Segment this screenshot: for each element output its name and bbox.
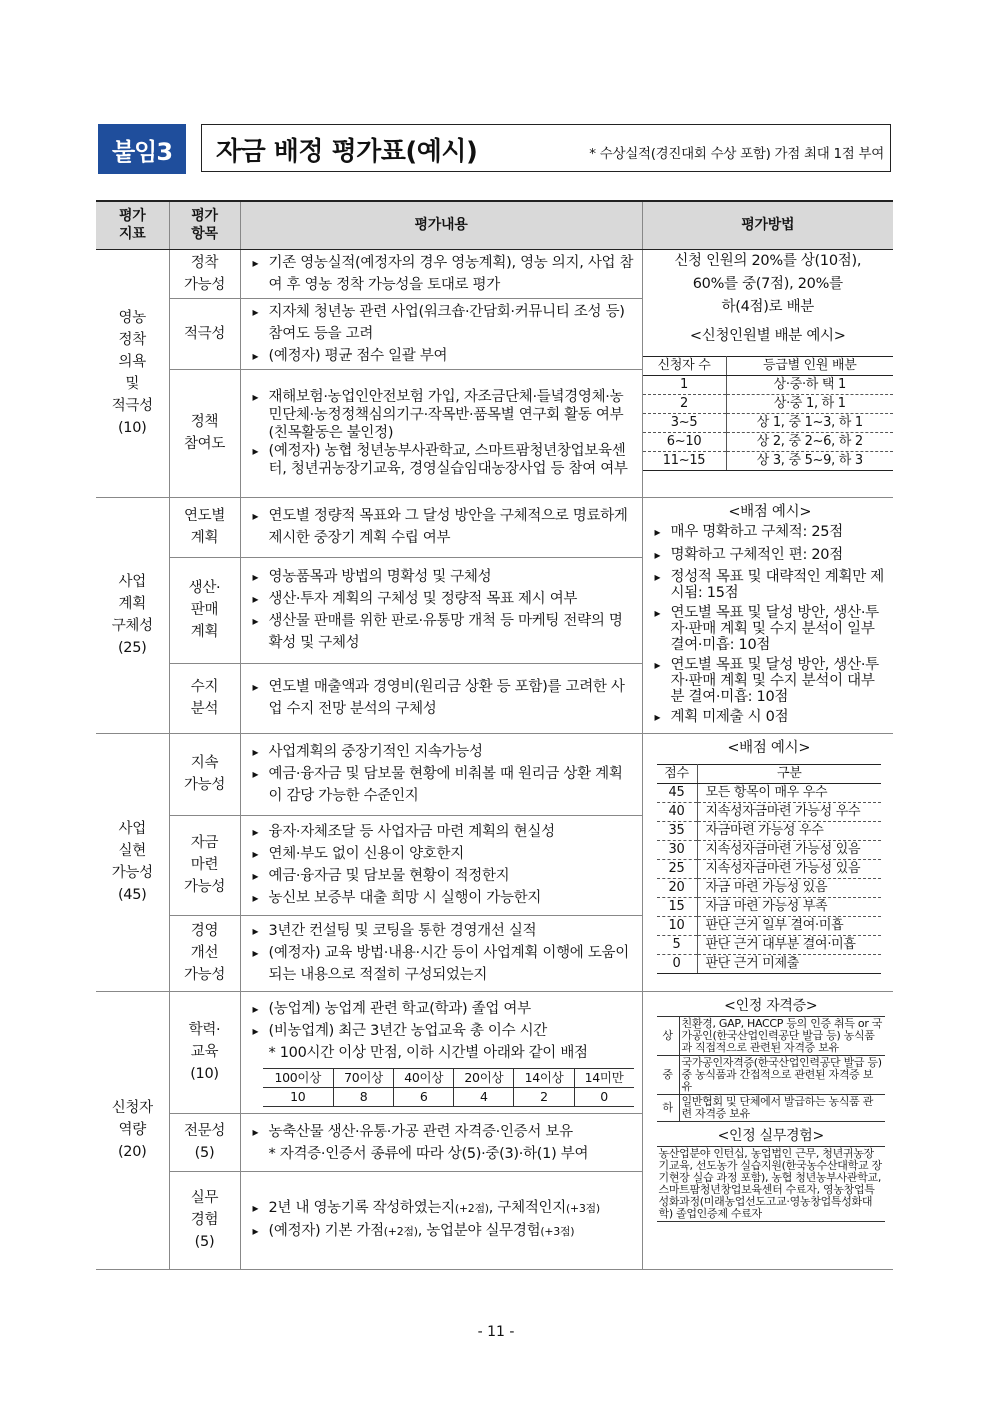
cell: 30	[657, 840, 698, 859]
cell: 3~5	[643, 413, 727, 432]
edu-hours-table	[263, 1068, 634, 1107]
cell: 상 1, 중 1~3, 하 1	[726, 413, 893, 432]
grade-low: 하	[657, 1094, 680, 1121]
table-row	[643, 394, 894, 413]
list-item: ▸ (예정자) 평균 점수 일괄 부여	[251, 345, 636, 367]
list-item: ▸ 매우 명확하고 구체적: 25점	[655, 522, 886, 542]
table-row	[96, 249, 893, 298]
content-s1-r1	[240, 249, 642, 298]
list-item: ▸ 생산물 판매를 위한 판로·유통망 개척 등 마케팅 전략의 명확성 및 구체성	[251, 610, 636, 654]
exp-text: (예정자) 기본 가점	[268, 1223, 384, 1239]
list-item: ▸ (예정자) 교육 방법·내용·시간 등이 사업계획 이행에 도움이 되는 내용으로 적절히 구성되었는지	[251, 942, 636, 986]
table-row	[657, 916, 882, 935]
table-row	[263, 1087, 634, 1106]
content-s2-r2	[240, 557, 642, 663]
cell: 지속성자금마련 가능성 있음	[697, 840, 881, 859]
table-row	[96, 991, 893, 1113]
cell: 100이상	[263, 1068, 334, 1087]
item-s3-r3: 경영 개선 가능성	[169, 915, 240, 991]
method-s3-title: <배점 예시>	[727, 739, 811, 756]
list-item	[251, 1197, 636, 1220]
table-header-row	[96, 201, 893, 249]
allocation-table	[643, 356, 894, 471]
item-s1-r2: 적극성	[169, 298, 240, 369]
list-item: ▸ (예정자) 농협 청년농부사관학교, 스마트팜청년창업보육센터, 청년귀농장기교육, 경영실습임대농장사업 등 참여 여부	[251, 442, 636, 478]
cell: 2	[643, 394, 727, 413]
page-title: 자금 배정 평가표(예시)	[216, 137, 478, 167]
cell: 25	[657, 859, 698, 878]
cell: 자금 마련 가능성 있음	[697, 878, 881, 897]
list-item: ▸ 예금·융자금 및 담보물 현황에 비춰볼 때 원리금 상환 계획이 감당 가능한 수준인지	[251, 763, 636, 807]
list-item: ▸ 예금·융자금 및 담보물 현황이 적정한지	[251, 865, 636, 887]
edu-note: * 100시간 이상 만점, 이하 시간별 아래와 같이 배점	[268, 1044, 588, 1061]
cell: 6	[394, 1087, 454, 1106]
cell: 0	[657, 954, 698, 973]
table-row	[657, 802, 882, 821]
table-row	[263, 1068, 634, 1087]
header-content: 평가내용	[240, 201, 642, 249]
content-s2-r1	[240, 497, 642, 557]
item-s3-r2: 자금 마련 가능성	[169, 815, 240, 915]
list-item: ▸ 3년간 컨설팅 및 코팅을 통한 경영개선 실적	[251, 920, 636, 942]
list-item: ▸ 연도별 정량적 목표와 그 달성 방안을 구체적으로 명료하게 제시한 중장기 계획 수립 여부	[251, 505, 636, 549]
grade-mid: 중	[657, 1055, 680, 1094]
header-item: 평가 항목	[169, 201, 240, 249]
cell: 상·중·하 택 1	[726, 375, 893, 394]
grade-high: 상	[657, 1016, 680, 1055]
method-s2	[642, 497, 893, 733]
cell: 모든 항목이 매우 우수	[697, 783, 881, 802]
content-s3-r3	[240, 915, 642, 991]
table-row	[657, 1016, 886, 1055]
content-s2-r3	[240, 663, 642, 733]
cell: 20	[657, 878, 698, 897]
table-row	[657, 935, 882, 954]
cell: 14이상	[514, 1068, 574, 1087]
method-s4	[642, 991, 893, 1269]
method-s1-line1: 신청 인원의 20%를 상(10점),	[674, 252, 862, 269]
table-row	[643, 432, 894, 451]
cell: 2	[514, 1087, 574, 1106]
method-s2-title: <배점 예시>	[728, 503, 812, 520]
cell: 6~10	[643, 432, 727, 451]
list-item: ▸ 지자체 청년농 관련 사업(워크숍·간담회·커뮤니티 조성 등) 참여도 등을 고려	[251, 301, 636, 345]
exp-points: (+3점)	[565, 1202, 600, 1215]
list-item: ▸ (비농업계) 최근 3년간 농업교육 총 이수 시간	[251, 1020, 636, 1042]
cell: 지속성자금마련 가능성 우수	[697, 802, 881, 821]
item-s4-r1: 학력· 교육 (10)	[169, 991, 240, 1113]
content-s4-r1	[240, 991, 642, 1113]
cell: 10	[657, 916, 698, 935]
cell: 상·중 1, 하 1	[726, 394, 893, 413]
list-item: ▸ 정성적 목표 및 대략적인 계획만 제시됨: 15점	[655, 569, 886, 601]
table-row	[643, 413, 894, 432]
cert-table	[657, 1016, 886, 1122]
list-item: ▸ 연도별 목표 및 달성 방안, 생산·투자·판매 계획 및 수지 분석이 일부 결여·미흡: 10점	[655, 605, 886, 653]
cell: 45	[657, 783, 698, 802]
cell: 자금마련 가능성 우수	[697, 821, 881, 840]
list-item: ▸ 재해보험·농업인안전보험 가입, 자조금단체·들녘경영체·농민단체·농정정책심의기구·작목반·품목별 연구회 활동 여부(친목활동은 불인정)	[251, 388, 636, 442]
item-s2-r2: 생산· 판매 계획	[169, 557, 240, 663]
list-item: ▸ 생산·투자 계획의 구체성 및 정량적 목표 제시 여부	[251, 588, 636, 610]
exp-text: , 구체적인지	[488, 1200, 566, 1216]
cell: 5	[657, 935, 698, 954]
content-s1-r3	[240, 369, 642, 497]
method-s1	[642, 249, 893, 497]
exp-points: (+3점)	[540, 1225, 575, 1238]
indicator-s4: 신청자 역량 (20)	[96, 991, 169, 1269]
list-item: ▸ 사업계획의 중장기적인 지속가능성	[251, 741, 636, 763]
content-s4-r2	[240, 1113, 642, 1171]
cert-desc: 국가공인자격증(한국산업인력공단 발급 등) 중 농식품과 간접적으로 관련된 자격증 보유	[679, 1055, 885, 1094]
table-row	[657, 1094, 886, 1121]
exp-points: (+2점)	[454, 1202, 489, 1215]
table-row	[643, 375, 894, 394]
method-s1-line2: 60%를 중(7점), 20%를	[692, 275, 843, 292]
list-item: ▸ 농축산물 생산·유통·가공 관련 자격증·인증서 보유	[251, 1121, 636, 1143]
method-s4-title2: <인정 실무경험>	[717, 1127, 824, 1144]
score-criteria-table	[657, 764, 882, 974]
method-s2-list	[653, 522, 888, 727]
item-s2-r1: 연도별 계획	[169, 497, 240, 557]
header-indicator: 평가 지표	[96, 201, 169, 249]
title-note: * 수상실적(경진대회 수상 포함) 가점 최대 1점 부여	[589, 146, 884, 162]
indicator-s1: 영농 정착 의욕 및 적극성 (10)	[96, 249, 169, 497]
cell: 지속성자금마련 가능성 있음	[697, 859, 881, 878]
table-row	[657, 783, 882, 802]
cert-desc: 친환경, GAP, HACCP 등의 인증 취득 or 국가공인(한국산업인력공단 발급 등) 농식품과 직접적으로 관련된 자격증 보유	[679, 1016, 885, 1055]
table-row	[657, 859, 882, 878]
list-item: ▸ 융자·자체조달 등 사업자금 마련 계획의 현실성	[251, 821, 636, 843]
item-s3-r1: 지속 가능성	[169, 733, 240, 815]
content-s1-r2	[240, 298, 642, 369]
cell: 상 3, 중 5~9, 하 3	[726, 451, 893, 470]
cell: 1	[643, 375, 727, 394]
list-item: ▸ (농업계) 농업계 관련 학교(학과) 졸업 여부	[251, 998, 636, 1020]
cell: 4	[454, 1087, 514, 1106]
item-s1-r1: 정착 가능성	[169, 249, 240, 298]
table-row	[657, 897, 882, 916]
table-row	[657, 954, 882, 973]
cell: 20이상	[454, 1068, 514, 1087]
cell: 판단 근거 대부분 결여·미흡	[697, 935, 881, 954]
cell: 40이상	[394, 1068, 454, 1087]
cell: 11~15	[643, 451, 727, 470]
exp-text: , 농업분야 실무경험	[417, 1223, 541, 1239]
cell: 35	[657, 821, 698, 840]
title-box	[201, 124, 891, 172]
score-th2: 구분	[697, 764, 881, 783]
cert-desc: 일반협회 및 단체에서 발급하는 농식품 관련 자격증 보유	[679, 1094, 885, 1121]
cert-note: * 자격증·인증서 종류에 따라 상(5)·중(3)·하(1) 부여	[268, 1146, 589, 1162]
page-number: - 11 -	[477, 1324, 515, 1340]
cell: 상 2, 중 2~6, 하 2	[726, 432, 893, 451]
list-item: ▸ 연도별 목표 및 달성 방안, 생산·투자·판매 계획 및 수지 분석이 대부분 결여·미흡: 10점	[655, 657, 886, 705]
list-item: ▸ 영농품목과 방법의 명확성 및 구체성	[251, 566, 636, 588]
cell: 14미만	[574, 1068, 633, 1087]
table-row	[643, 451, 894, 470]
table-row	[657, 840, 882, 859]
table-row	[96, 733, 893, 815]
header-method: 평가방법	[642, 201, 893, 249]
table-row	[657, 1055, 886, 1094]
exp-points: (+2점)	[383, 1225, 418, 1238]
cell: 판단 근거 일부 결여·미흡	[697, 916, 881, 935]
content-s3-r1	[240, 733, 642, 815]
allocation-th1: 신청자 수	[643, 356, 727, 375]
list-item: ▸ 명확하고 구체적인 편: 20점	[655, 545, 886, 565]
list-item: ▸ 농신보 보증부 대출 희망 시 실행이 가능한지	[251, 887, 636, 909]
list-item: ▸ 기존 영농실적(예정자의 경우 영농계획), 영농 의지, 사업 참여 후 영농 정착 가능성을 토대로 평가	[251, 252, 636, 296]
indicator-s3: 사업 실현 가능성 (45)	[96, 733, 169, 991]
method-s4-title1: <인정 자격증>	[724, 997, 818, 1014]
item-s2-r3: 수지 분석	[169, 663, 240, 733]
score-th1: 점수	[657, 764, 698, 783]
attachment-badge: 붙임3	[98, 124, 186, 174]
cell: 0	[574, 1087, 633, 1106]
list-item	[251, 1220, 636, 1243]
experience-desc: 농산업분야 인턴십, 농업법인 근무, 청년귀농장기교육, 선도농가 실습지원(한국농수산대학교 장기현장 실습 과정 포함), 농협 청년농부사관학교, 스마트팜청년창업보육센터 수료자, 영농창업특성화과정(미래농업선도고교·영농창업특성화대학) 졸업인증제 수료자	[657, 1146, 886, 1222]
cell: 8	[333, 1087, 393, 1106]
method-s3	[642, 733, 893, 991]
cell: 자금 마련 가능성 부족	[697, 897, 881, 916]
indicator-s2: 사업 계획 구체성 (25)	[96, 497, 169, 733]
list-item: ▸ 연도별 매출액과 경영비(원리금 상환 등 포함)를 고려한 사업 수지 전망 분석의 구체성	[251, 676, 636, 720]
content-s4-r3	[240, 1171, 642, 1269]
cell: 판단 근거 미제출	[697, 954, 881, 973]
item-s4-r3: 실무 경험 (5)	[169, 1171, 240, 1269]
exp-text: 2년 내 영농기록 작성하였는지	[268, 1200, 455, 1216]
cell: 70이상	[333, 1068, 393, 1087]
item-s1-r3: 정책 참여도	[169, 369, 240, 497]
content-s3-r2	[240, 815, 642, 915]
allocation-th2: 등급별 인원 배분	[726, 356, 893, 375]
table-row	[657, 821, 882, 840]
item-s4-r2: 전문성 (5)	[169, 1113, 240, 1171]
table-row	[96, 497, 893, 557]
cell: 15	[657, 897, 698, 916]
cell: 10	[263, 1087, 334, 1106]
evaluation-table	[96, 200, 893, 1270]
list-item: ▸ 연체·부도 없이 신용이 양호한지	[251, 843, 636, 865]
list-item: ▸ 계획 미제출 시 0점	[655, 707, 886, 727]
method-s1-line3: 하(4점)로 배분	[721, 298, 814, 315]
method-s1-subtitle: <신청인원별 배분 예시>	[689, 327, 846, 344]
table-row	[657, 878, 882, 897]
cell: 40	[657, 802, 698, 821]
